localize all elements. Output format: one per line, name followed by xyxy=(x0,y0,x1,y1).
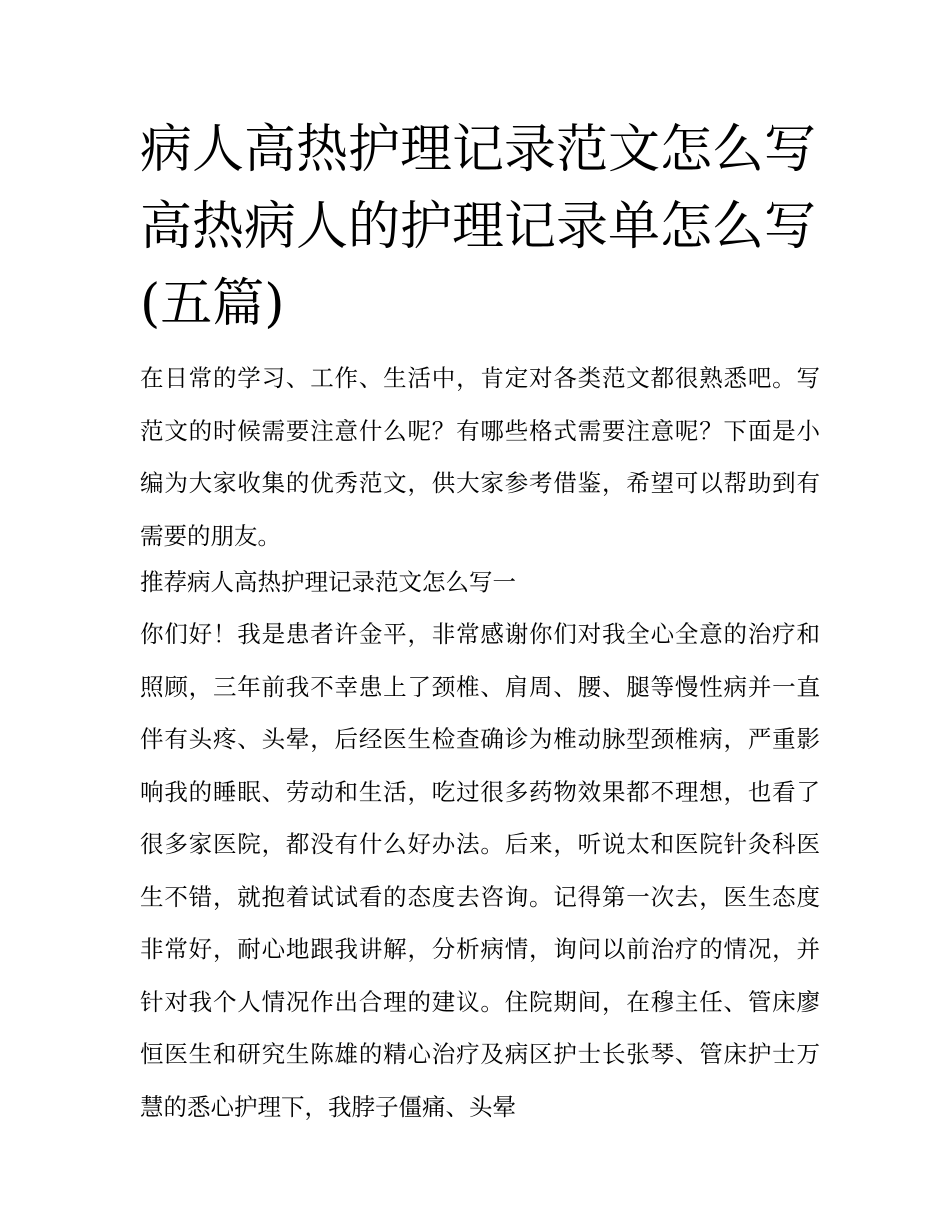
intro-paragraph: 在日常的学习、工作、生活中，肯定对各类范文都很熟悉吧。写范文的时候需要注意什么呢？有哪些格式需要注意呢？下面是小编为大家收集的优秀范文，供大家参考借鉴，希望可以帮助到有需要的朋友。 xyxy=(140,364,820,550)
title-line-1: 病人高热护理记录范文怎么写 xyxy=(140,120,817,180)
letter-paragraph: 你们好！我是患者许金平，非常感谢你们对我全心全意的治疗和照顾，三年前我不幸患上了颈椎、肩周、腰、腿等慢性病并一直伴有头疼、头晕，后经医生检查确诊为椎动脉型颈椎病，严重影响我的睡眠、劳动和生活，吃过很多药物效果都不理想，也看了很多家医院，都没有什么好办法。后来，听说太和医院针灸科医生不错，就抱着试试看的态度去咨询。记得第一次去，医生态度非常好，耐心地跟我讲解，分析病情，询问以前治疗的情况，并针对我个人情况作出合理的建议。住院期间，在穆主任、管床廖恒医生和研究生陈雄的精心治疗及病区护士长张琴、管床护士万慧的悉心护理下，我脖子僵痛、头晕 xyxy=(140,620,820,1121)
title-line-3: (五篇) xyxy=(140,274,285,334)
title-line-2: 高热病人的护理记录单怎么写 xyxy=(140,197,817,257)
document-title xyxy=(140,112,840,343)
section-heading: 推荐病人高热护理记录范文怎么写一 xyxy=(140,568,516,596)
